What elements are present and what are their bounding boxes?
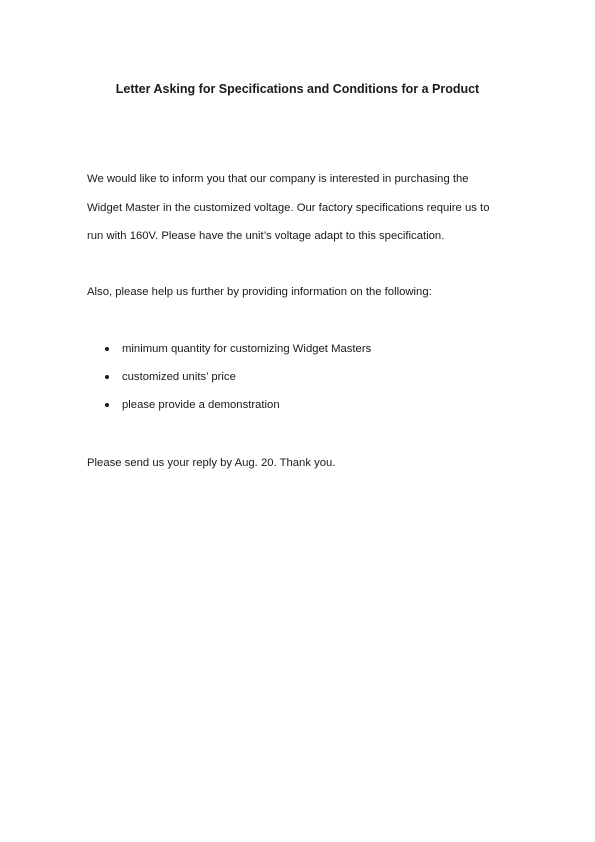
bullet-icon <box>105 347 109 351</box>
bullet-icon <box>105 403 109 407</box>
document-title: Letter Asking for Specifications and Conditions for a Product <box>115 82 480 96</box>
bullet-icon <box>105 375 109 379</box>
paragraph-1-line-2: Widget Master in the customized voltage. Our factory specifications require us to <box>87 202 490 214</box>
list-item-text: please provide a demonstration <box>122 399 280 411</box>
closing-line: Please send us your reply by Aug. 20. Thank you. <box>87 457 336 469</box>
paragraph-1-line-1: We would like to inform you that our company is interested in purchasing the <box>87 173 469 185</box>
paragraph-1-line-3: run with 160V. Please have the unit’s voltage adapt to this specification. <box>87 230 445 242</box>
list-item-text: customized units’ price <box>122 371 236 383</box>
list-item-text: minimum quantity for customizing Widget Masters <box>122 343 372 355</box>
paragraph-2: Also, please help us further by providing information on the following: <box>87 286 432 298</box>
